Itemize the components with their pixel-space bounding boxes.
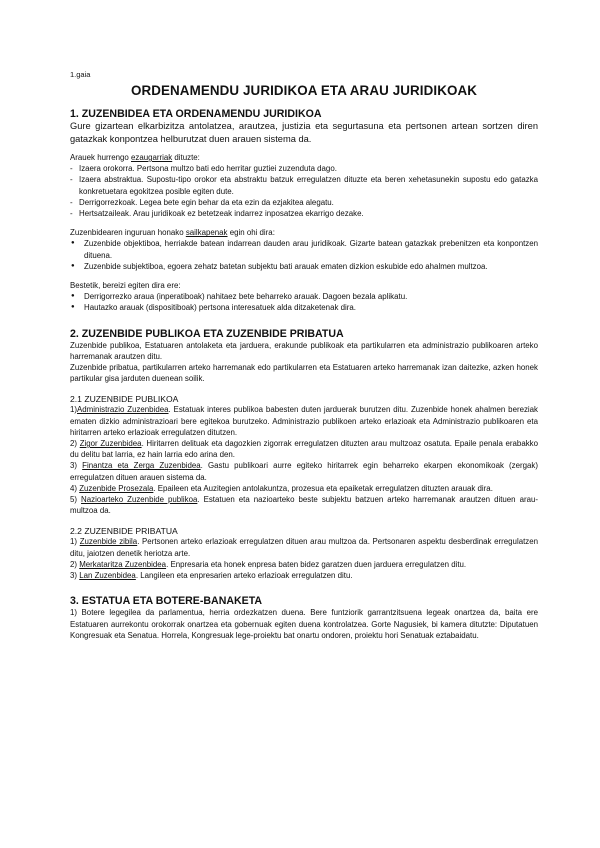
features-intro: Arauek hurrengo ezaugarriak dituzte: [70,153,200,162]
private-law-item-3: 3) Lan Zuzenbidea. Langileen eta enpresarien arteko erlazioak erregulatzen ditu. [70,571,353,581]
section-3-heading: 3. ESTATUA ETA BOTERE-BANAKETA [70,595,263,608]
section-1-heading: 1. ZUZENBIDEA ETA ORDENAMENDU JURIDIKOA [70,108,322,120]
section-2-p2: Zuzenbide pribatua, partikularren arteko harremanak edo partikularren eta Estatuaren arteko harremanak izan daitezke, azken honek partikular gisa jarduten duenean soilik. [70,363,538,384]
list-item: ● Derrigorrezko araua (inperatiboak) nahitaez bete beharreko arauak. Dagoen bezala aplikatu. [70,291,538,302]
public-law-item-2: 2) Zigor Zuzenbidea. Hiritarren delituak eta dagozkien zigorrak erregulatzen dituzten arau multzoaz osatuta. Epaile penala erabakko du delitu bat larria, ez hain larria edo arina den. [70,439,538,460]
public-law-item-4: 4) Zuzenbide Prosezala. Epaileen eta Auzitegien antolakuntza, prozesua eta epaiketak erregulatzen dituzten arauak dira. [70,483,493,493]
public-law-item-1: 1)Administrazio Zuzenbidea. Estatuak interes publikoa babesten duten jarduerak burutzen ditu. Zuzenbide honek ahalmen bereziak ematen dizkio administrazioari bere egitekoa burutzeko. Administrazio publikoen arteko erlazioak eta Administrazio publikoaren eta hiritarren arteko erlazioak erregulatzen ditutzen. [70,405,538,437]
private-law-heading: 2.2 ZUZENBIDE PRIBATUA [70,526,178,537]
features-list [70,163,538,219]
list-item: ● Hautazko arauak (dispositiboak) pertsona interesatuek alda ditzaketenak dira. [70,302,538,313]
section-2-heading: 2. ZUZENBIDE PUBLIKOA ETA ZUZENBIDE PRIBATUA [70,327,344,340]
list-item: - Izaera abstraktua. Supostu-tipo orokor eta abstraktu batzuk erregulatzen dituzte eta beren xehetasunekin supostu edo gatazka konkretuetara egokitzea posible egiten dute. [70,174,538,196]
types-list [70,238,538,272]
private-law-item-2: 2) Merkataritza Zuzenbidea. Enpresaria eta honek enpresa baten bidez garatzen duen jarduera erregulatzen ditu. [70,559,467,569]
section-1-intro: Gure gizartean elkarbizitza antolatzea, arautzea, justizia eta segurtasuna eta pertsonen artean sortzen diren gatazkak konpontzea helburutzat duen arauen sistema da. [70,121,538,144]
public-law-heading: 2.1 ZUZENBIDE PUBLIKOA [70,394,179,405]
also-intro: Bestetik, bereizi egiten dira ere: [70,281,181,291]
also-list [70,291,538,313]
document-title: ORDENAMENDU JURIDIKOA ETA ARAU JURIDIKOAK [130,83,478,98]
types-intro: Zuzenbidearen inguruan honako sailkapenak egin ohi dira: [70,228,275,238]
public-law-item-5: 5) Nazioarteko Zuzenbide publikoa. Estatuen eta nazioarteko beste subjektu batzuen arteko harremanak arautzen dituen arau-multzoa da. [70,495,538,516]
public-law-item-3: 3) Finantza eta Zerga Zuzenbidea. Gastu publikoari aurre egiteko hiritarrek egin beharreko ekarpen ekonomikoak (zergak) erregulatzen dituen arauen sistema da. [70,461,538,482]
list-item: ● Zuzenbide objektiboa, herriakde batean indarrean dauden arau juridikoak. Gizarte batean gatazkak prebenitzen eta konpontzen dituena. [70,238,538,260]
list-item: - Derrigorrezkoak. Legea bete egin behar da eta ezin da ezjakitea alegatu. [70,197,538,208]
section-3-p1: 1) Botere legegilea da parlamentua, herria ordezkatzen duena. Bere funtziorik garrantzitsuena legeak onartzea da, baita ere Estatuaren aurrekontu orokorrak onartzea eta gobernuak egiten duena kontrolatzea. Gorte Nagusiek, bi kamera ditutzte: Diputatuen Kongresuak eta Senatua. Horrela, Kongresuak lege-proiektu bat onartu ondoren, proiektu hori Senatuak eztabaidatu. [70,608,538,640]
private-law-item-1: 1) Zuzenbide zibila. Pertsonen arteko erlazioak erregulatzen dituen arau multzoa da. Pertsonaren aspektu desberdinak erregulatzen ditu, jaiotzen denetik heriotza arte. [70,537,538,558]
list-item: - Hertsatzaileak. Arau juridikoak ez betetzeak indarrez inposatzea ekarrigo dezake. [70,208,538,219]
page-label: 1.gaia [70,70,91,79]
list-item: - Izaera orokorra. Pertsona multzo bati edo herritar guztiei zuzenduta dago. [70,163,538,174]
list-item: ● Zuzenbide subjektiboa, egoera zehatz batetan subjektu bati arauak ematen dizkion eskubide edo ahalmen multzoa. [70,261,538,272]
types-term: sailkapenak [185,228,228,238]
section-2-p1: Zuzenbide publikoa, Estatuaren antolaketa eta jarduera, erakunde publikoak eta partikularren eta administrazio publikoaren arteko harremanak arautzen ditu. [70,340,538,361]
features-term: ezaugarriak [130,153,173,162]
